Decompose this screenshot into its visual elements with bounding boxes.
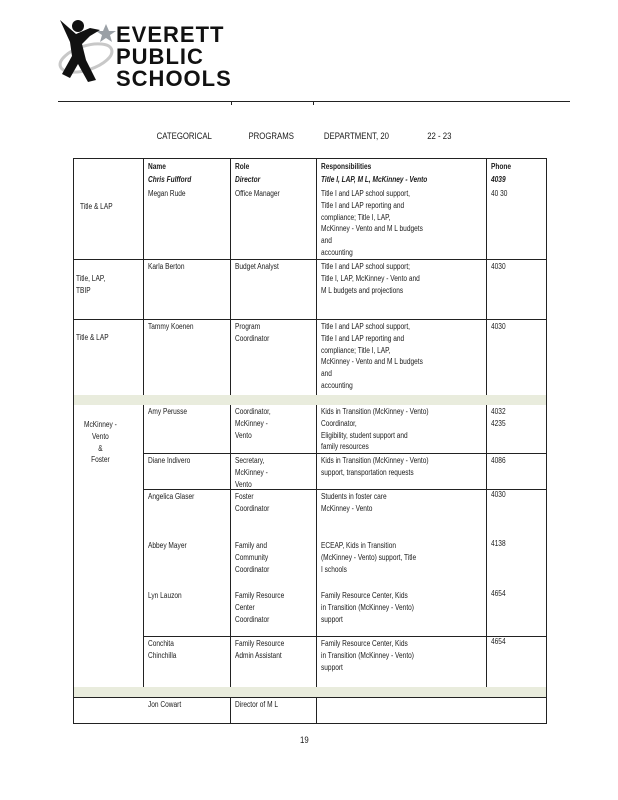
staff-name: Tammy Koenen [148, 322, 194, 331]
staff-phone: 4030 [491, 262, 506, 271]
staff-role: Foster Coordinator [235, 492, 270, 513]
director-name: Chris Fulfford [148, 175, 192, 184]
staff-phone: 4030 [491, 490, 506, 499]
title-categorical: CATEGORICAL [156, 131, 212, 142]
staff-name: Jon Cowart [148, 700, 182, 709]
section-divider [74, 395, 546, 405]
table-row [143, 589, 546, 636]
director-phone: 4039 [491, 175, 506, 184]
logo-line-schools: SCHOOLS [116, 66, 232, 91]
staff-responsibilities: Students in foster care McKinney - Vento [321, 492, 387, 513]
table-row [143, 539, 546, 589]
header-phone: Phone [491, 162, 512, 171]
district-name [116, 24, 232, 90]
staff-phone: 40 30 [491, 189, 508, 198]
staff-role: Budget Analyst [235, 262, 279, 271]
staff-role: Coordinator, McKinney - Vento [235, 407, 271, 440]
staff-phone: 4086 [491, 456, 506, 465]
staff-name: Conchita Chinchilla [148, 639, 177, 660]
title-year: 22 - 23 [427, 131, 452, 142]
group-label: McKinney - Vento & Foster [84, 420, 117, 465]
header-tick [231, 101, 232, 105]
staff-responsibilities: Kids in Transition (McKinney - Vento) support, transportation requests [321, 456, 429, 477]
staff-role: Director of M L [235, 700, 279, 709]
staff-name: Diane Indivero [148, 456, 191, 465]
table-row [143, 489, 546, 540]
group-label: Title & LAP [80, 202, 113, 211]
header-role: Role [235, 162, 250, 171]
staff-responsibilities: Title I and LAP school support, Title I and LAP reporting and compliance; Title I, LAP, McKinney - Vento and M L budgets and accounting [321, 189, 423, 257]
group-label: Title & LAP [76, 333, 109, 342]
staff-responsibilities: Title I and LAP school support; Title I, LAP, McKinney - Vento and M L budgets and projections [321, 262, 420, 295]
staff-role: Program Coordinator [235, 322, 270, 343]
header-rule [58, 101, 570, 102]
table-row [74, 259, 546, 320]
staff-responsibilities: Title I and LAP school support, Title I and LAP reporting and compliance; Title I, LAP, McKinney - Vento and M L budgets and accounting [321, 322, 423, 390]
title-programs: PROGRAMS [248, 131, 294, 142]
table-header [74, 159, 546, 259]
director-responsibilities: Title I, LAP, M L, McKinney - Vento [321, 175, 428, 184]
header-responsibilities: Responsibilities [321, 162, 372, 171]
staff-responsibilities: ECEAP, Kids in Transition (McKinney - Vento) support, Title I schools [321, 541, 417, 574]
staff-responsibilities: Kids in Transition (McKinney - Vento) Coordinator, Eligibility, student support and family resources [321, 407, 429, 452]
title-department: DEPARTMENT, 20 [323, 131, 389, 142]
page-title [0, 131, 507, 145]
staff-phone: 4654 [491, 589, 506, 598]
logo-line-public: PUBLIC [116, 44, 204, 69]
staff-role: Office Manager [235, 189, 280, 198]
staff-phone: 4032 4235 [491, 407, 506, 428]
staff-responsibilities: Family Resource Center, Kids in Transition (McKinney - Vento) support [321, 591, 414, 624]
staff-table [73, 158, 547, 724]
director-role: Director [235, 175, 261, 184]
header-tick [313, 101, 314, 105]
staff-name: Angelica Glaser [148, 492, 195, 501]
staff-role: Family and Community Coordinator [235, 541, 270, 574]
table-row [143, 636, 546, 688]
student-figure-icon [56, 14, 116, 90]
table-row [74, 697, 546, 724]
staff-name: Amy Perusse [148, 407, 188, 416]
group-label: Title, LAP, TBIP [76, 274, 106, 295]
staff-name: Lyn Lauzon [148, 591, 182, 600]
page-number: 19 [300, 735, 309, 746]
staff-phone: 4654 [491, 637, 506, 646]
staff-responsibilities: Family Resource Center, Kids in Transition (McKinney - Vento) support [321, 639, 414, 672]
staff-name: Abbey Mayer [148, 541, 187, 550]
table-row [74, 319, 546, 396]
staff-role: Family Resource Admin Assistant [235, 639, 285, 660]
staff-name: Karla Berton [148, 262, 185, 271]
logo-line-everett: EVERETT [116, 22, 225, 47]
header-name: Name [148, 162, 166, 171]
section-divider [74, 687, 546, 697]
staff-phone: 4138 [491, 539, 506, 548]
district-logo [56, 14, 232, 91]
table-row [143, 453, 546, 490]
staff-role: Family Resource Center Coordinator [235, 591, 285, 624]
staff-phone: 4030 [491, 322, 506, 331]
staff-name: Megan Rude [148, 189, 186, 198]
staff-role: Secretary, McKinney - Vento [235, 456, 268, 489]
